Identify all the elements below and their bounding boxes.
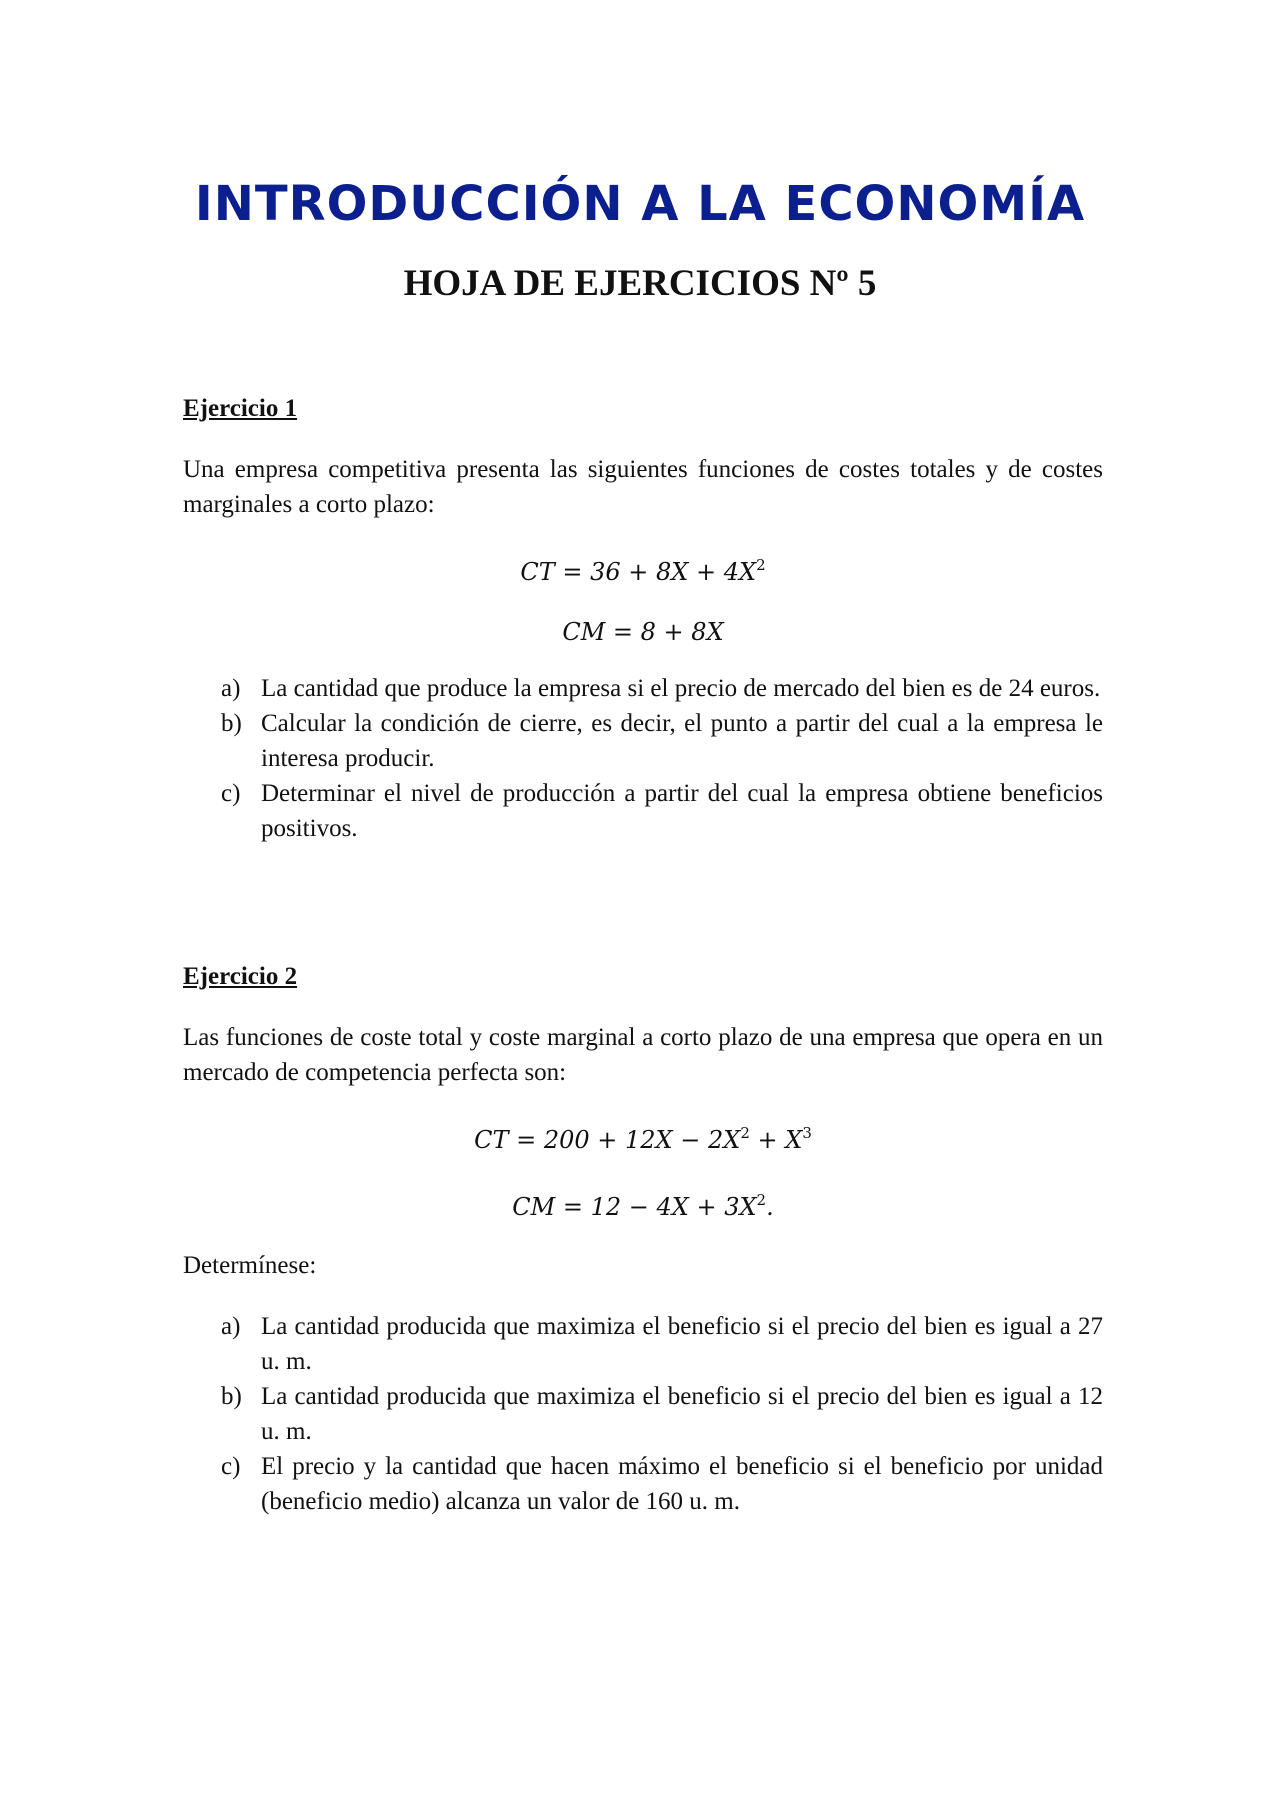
list-item-text: El precio y la cantidad que hacen máximo el beneficio si el beneficio por unidad (beneficio medio) alcanza un valor de 160 u. m. xyxy=(261,1453,1103,1515)
exercise-1-equation-cm: CM = 8 + 8X xyxy=(562,618,724,646)
eq-lhs: CM xyxy=(562,618,606,646)
list-item-text: La cantidad producida que maximiza el beneficio si el precio del bien es igual a 12 u. m. xyxy=(261,1383,1103,1445)
list-item-text: Calcular la condición de cierre, es decir, el punto a partir del cual a la empresa le interesa producir. xyxy=(261,710,1103,772)
page-subtitle: HOJA DE EJERCICIOS Nº 5 xyxy=(403,263,877,304)
eq-rhs: 8 + 8X xyxy=(640,618,724,646)
page-title: INTRODUCCIÓN A LA ECONOMÍA xyxy=(194,176,1086,232)
list-item-text: La cantidad producida que maximiza el beneficio si el precio del bien es igual a 27 u. m. xyxy=(261,1313,1103,1375)
exercise-1-list xyxy=(183,671,1103,846)
exercise-1-intro: Una empresa competitiva presenta las siguientes funciones de costes totales y de costes marginales a corto plazo: xyxy=(183,456,1103,518)
list-marker: b) xyxy=(221,1383,242,1410)
list-item xyxy=(183,1379,1103,1449)
list-marker: c) xyxy=(221,780,241,807)
eq-part: 12 − 4X + 3X xyxy=(590,1193,757,1221)
list-marker: b) xyxy=(221,710,242,737)
exercise-2-intro: Las funciones de coste total y coste marginal a corto plazo de una empresa que opera en un mercado de competencia perfecta son: xyxy=(183,1024,1103,1086)
list-item xyxy=(183,706,1103,776)
eq-part: + X xyxy=(749,1126,803,1154)
exercise-1-heading: Ejercicio 1 xyxy=(183,395,298,422)
eq-lhs: CM xyxy=(512,1193,556,1221)
eq-part: 200 + 12X − 2X xyxy=(543,1126,741,1154)
eq-exponent: 3 xyxy=(802,1124,812,1142)
list-item xyxy=(183,1309,1103,1379)
eq-tail: . xyxy=(766,1193,774,1221)
exercise-1-equation-ct: CT = $36 + 8X + 4X^2$ xyxy=(520,556,766,586)
exercise-2-equation-ct: CT = $200 + 12X - 2X^2 + X^3$ xyxy=(474,1124,812,1154)
eq-lhs: CT xyxy=(520,558,555,586)
list-marker: c) xyxy=(221,1453,241,1480)
list-item-text: La cantidad que produce la empresa si el precio de mercado del bien es de 24 euros. xyxy=(261,675,1101,702)
exercise-2-equation-cm: CM = $12 - 4X + 3X^2$. xyxy=(512,1191,774,1221)
list-item-text: Determinar el nivel de producción a partir del cual la empresa obtiene beneficios positivos. xyxy=(261,780,1103,842)
list-item xyxy=(183,671,1103,706)
list-item xyxy=(183,776,1103,846)
eq-rhs: 36 + 8X + 4X xyxy=(590,558,757,586)
eq-lhs: CT xyxy=(474,1126,509,1154)
exercise-2-prompt: Determínese: xyxy=(183,1252,317,1279)
list-item xyxy=(183,1449,1103,1519)
exercise-2-heading: Ejercicio 2 xyxy=(183,963,298,990)
eq-exponent: 2 xyxy=(740,1124,750,1142)
eq-exponent: 2 xyxy=(756,1191,767,1209)
eq-exponent: 2 xyxy=(756,556,766,574)
exercise-2 xyxy=(183,960,1103,1519)
list-marker: a) xyxy=(221,1313,241,1340)
exercise-2-list xyxy=(183,1309,1103,1519)
exercise-1 xyxy=(183,392,1103,846)
list-marker: a) xyxy=(221,675,241,702)
